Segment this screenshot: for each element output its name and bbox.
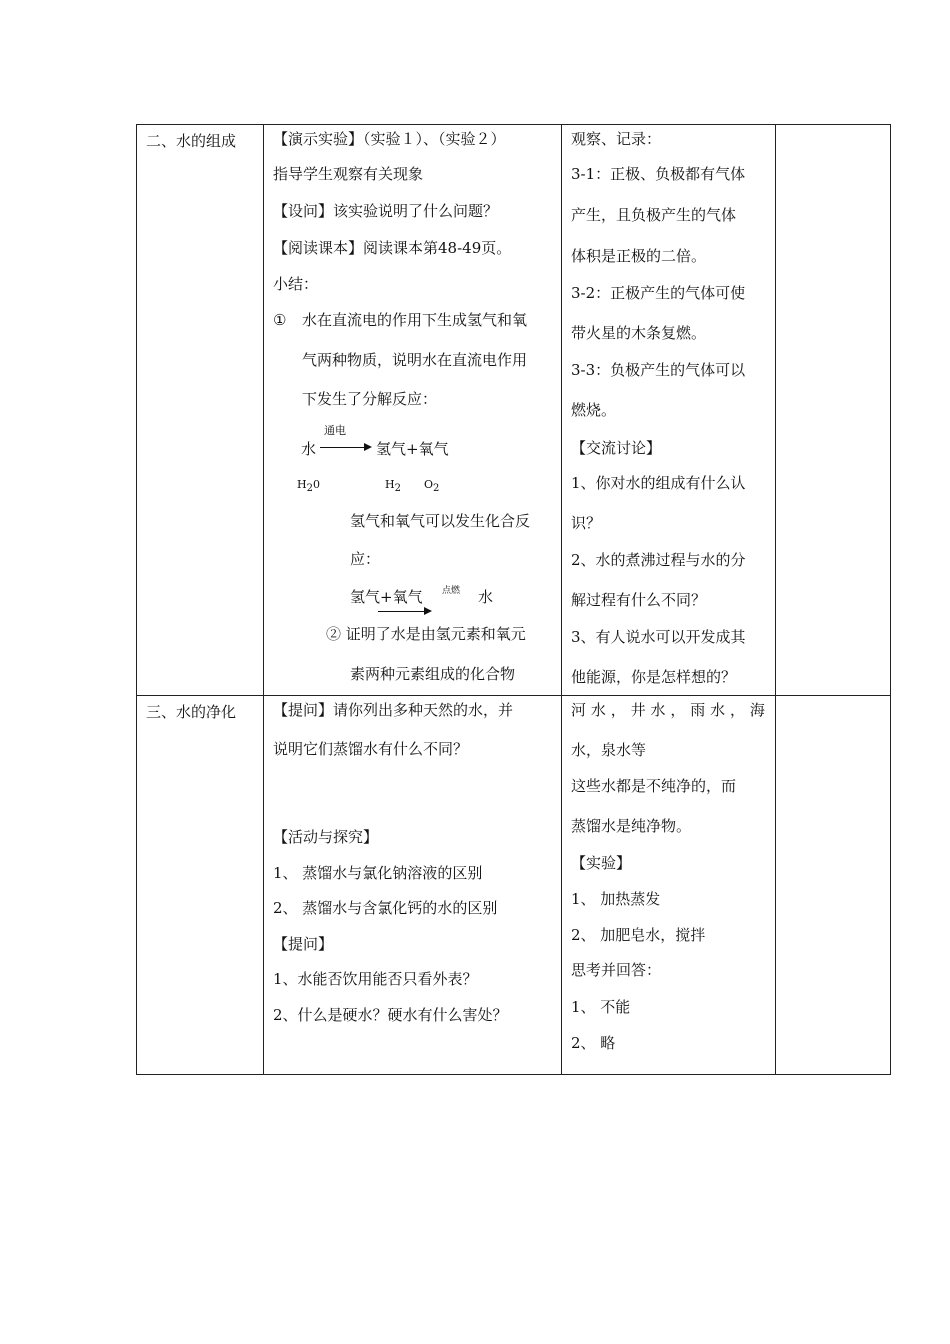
student-line: 1、你对水的组成有什么认 [571,474,746,492]
point-marker: ① [273,311,287,329]
student-activity-cell [562,125,776,696]
teacher-line: 应： [350,550,381,568]
teacher-line: 【活动与探究】 [273,828,379,846]
section-title-cell [137,696,264,1075]
student-line: 【实验】 [571,854,632,872]
reactant: 氢气+氧气 [350,588,423,606]
teacher-line: 小结： [273,275,319,293]
student-line: 产生，且负极产生的气体 [571,206,737,224]
teacher-line: 【阅读课本】阅读课本第48-49页。 [273,239,512,257]
reaction-arrow [378,611,430,612]
teacher-line: 1、水能否饮用能否只看外表？ [273,970,478,988]
reactant: 水 [301,440,317,458]
section-title: 三、水的净化 [146,703,237,721]
student-line: 体积是正极的二倍。 [571,247,707,265]
formula-water: H20 [297,478,320,494]
student-line: 思考并回答： [571,961,662,979]
student-line: 蒸馏水是纯净物。 [571,817,692,835]
section-title: 二、水的组成 [146,132,237,150]
student-line: 3-1：正极、负极都有气体 [571,165,746,183]
teacher-line: 下发生了分解反应： [302,390,438,408]
student-justified-line: 河 水 ， 井 水 ， 雨 水 ， 海 [571,701,765,719]
student-line: 2、水的煮沸过程与水的分 [571,551,746,569]
teacher-line: 2、什么是硬水？硬水有什么害处？ [273,1006,508,1024]
reaction-arrow [320,447,370,448]
student-line: 【交流讨论】 [571,439,662,457]
teacher-line: 【提问】 [273,935,334,953]
teacher-line: 氢气和氧气可以发生化合反 [350,512,531,530]
teacher-line: 说明它们蒸馏水有什么不同？ [273,740,469,758]
section-title-cell [137,125,264,696]
teacher-activity-cell [264,125,562,696]
student-line: 1、 不能 [571,998,631,1016]
student-line: 1、 加热蒸发 [571,890,661,908]
reaction-condition: 通电 [324,424,346,437]
teacher-line: 【演示实验】（实验１）、（实验２） [273,130,506,148]
reaction-condition: 点燃 [442,586,461,596]
product: 氢气+氧气 [376,440,449,458]
teacher-line: 水在直流电的作用下生成氢气和氧 [302,311,528,329]
student-line: 识？ [571,514,602,532]
remark-cell [776,696,891,1075]
student-activity-cell [562,696,776,1075]
student-line: 3-3：负极产生的气体可以 [571,361,746,379]
remark-cell [776,125,891,696]
student-line: 带火星的木条复燃。 [571,324,707,342]
student-line: 他能源，你是怎样想的？ [571,668,737,686]
teacher-line: 2、 蒸馏水与含氯化钙的水的区别 [273,899,498,917]
student-line: 这些水都是不纯净的，而 [571,777,737,795]
teacher-line: 【设问】该实验说明了什么问题？ [273,202,499,220]
teacher-line: 气两种物质，说明水在直流电作用 [302,351,528,369]
student-line: 2、 略 [571,1034,616,1052]
formula-hydrogen: H2 [385,478,401,494]
product: 水 [478,588,494,606]
teacher-activity-cell [264,696,562,1075]
student-line: 解过程有什么不同？ [571,591,707,609]
student-line: 燃烧。 [571,401,617,419]
student-line: 2、 加肥皂水，搅拌 [571,926,706,944]
table-row [137,696,891,1075]
student-line: 3、有人说水可以开发成其 [571,628,746,646]
teacher-line: 素两种元素组成的化合物 [350,665,516,683]
student-line: 3-2：正极产生的气体可使 [571,284,746,302]
student-line: 观察、记录： [571,130,662,148]
student-line: 水，泉水等 [571,741,647,759]
teacher-line: ② 证明了水是由氢元素和氧元 [326,625,526,643]
teacher-line: 指导学生观察有关现象 [273,165,424,183]
lesson-plan-table [136,124,891,1075]
teacher-line: 1、 蒸馏水与氯化钠溶液的区别 [273,864,483,882]
formula-oxygen: O2 [424,478,440,494]
table-row [137,125,891,696]
teacher-line: 【提问】请你列出多种天然的水，并 [273,701,514,719]
